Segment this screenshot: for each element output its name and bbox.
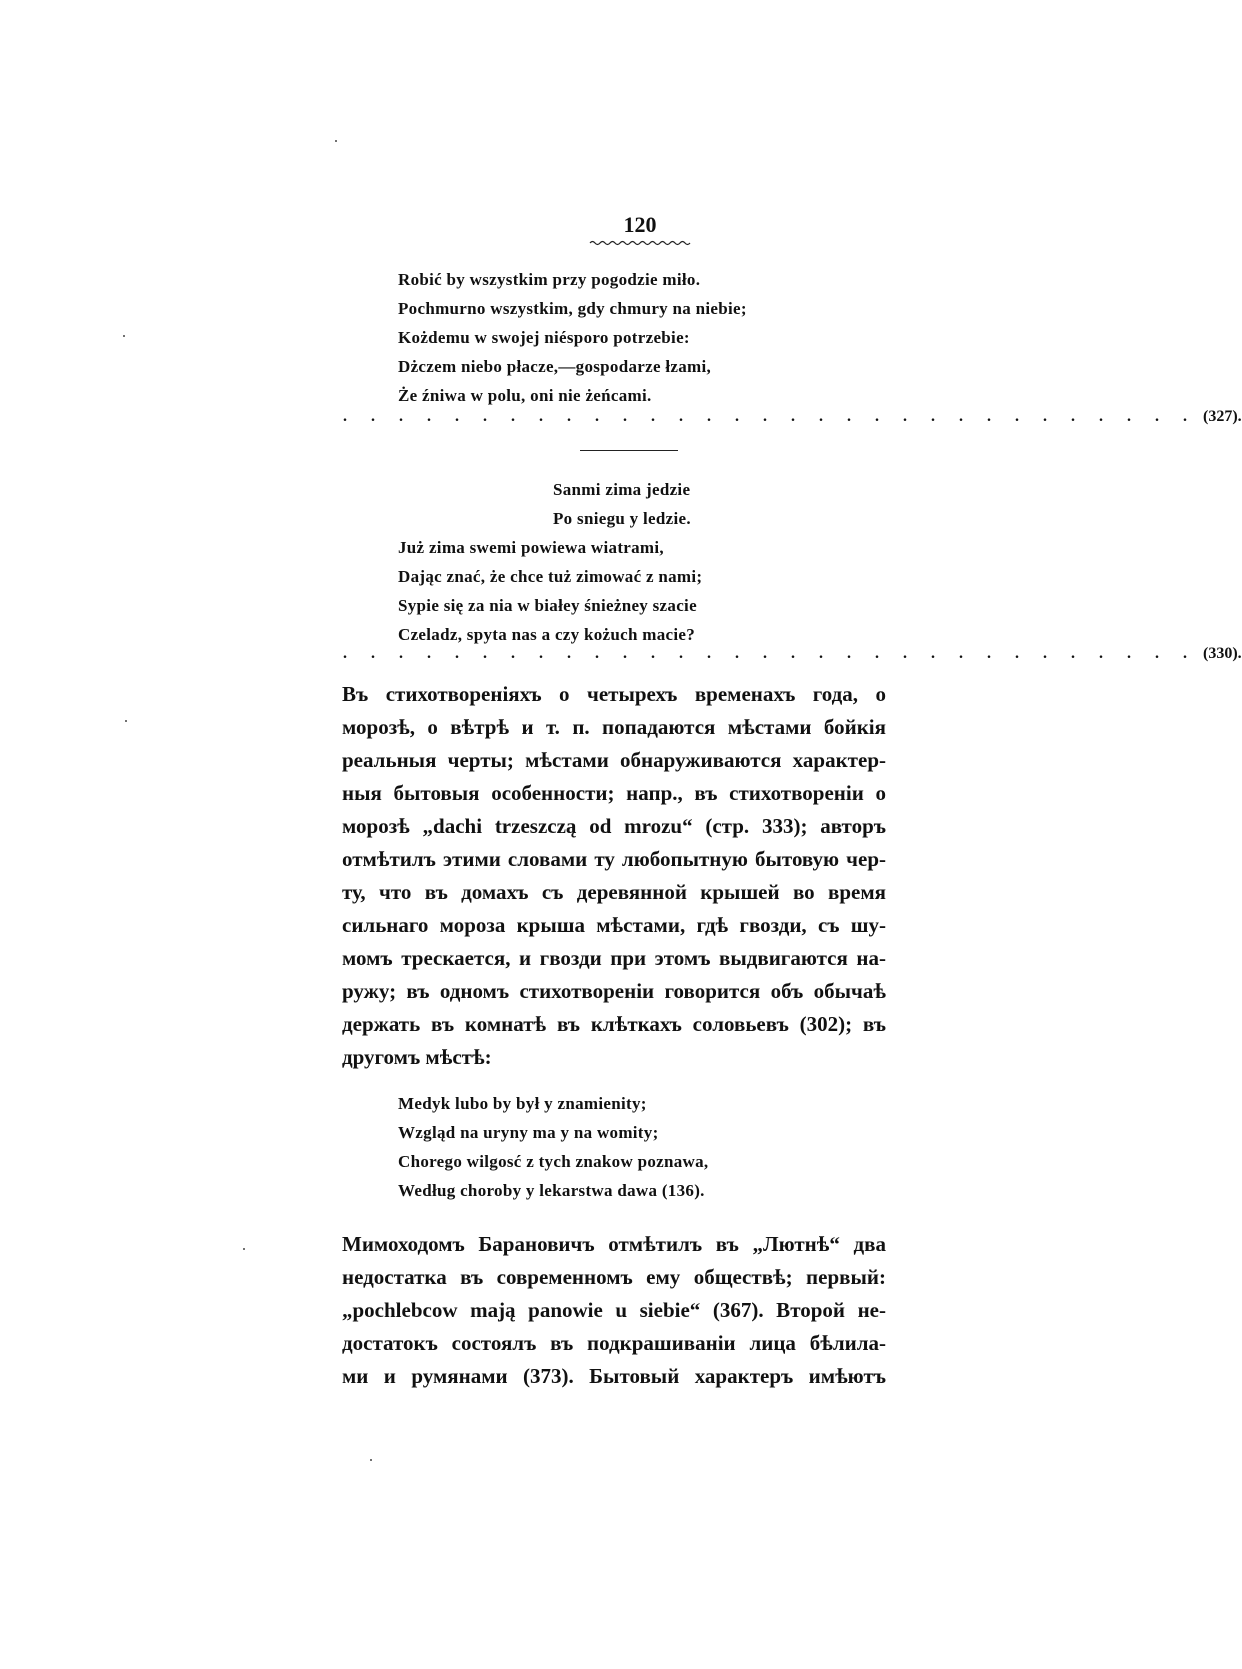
scan-speck — [123, 335, 125, 337]
prose-line: момъ трескается, и гвозди при этомъ выдвигаются на- — [342, 946, 886, 970]
dotted-leader: . . . . . . . . . . . . . . . . . . . . . . . . . . . . . . . — [343, 408, 1197, 425]
verse-line: Chorego wilgosć z tych znakow poznawa, — [398, 1152, 709, 1171]
verse-line: Wzgląd na uryny ma y na womity; — [398, 1123, 659, 1142]
prose-line: достатокъ состоялъ въ подкрашиваніи лица бѣлила- — [342, 1331, 886, 1355]
dotted-leader-row — [343, 645, 1242, 663]
prose-line: ту, что въ домахъ съ деревянной крышей во время — [342, 880, 886, 904]
verse-line: Dając znać, że chce tuż zimować z nami; — [398, 567, 703, 586]
prose-line: морозѣ „dachi trzeszczą od mrozu“ (стр. 333); авторъ — [342, 814, 886, 838]
prose-line: другомъ мѣстѣ: — [342, 1045, 492, 1069]
prose-line: недостатка въ современномъ ему обществѣ; первый: — [342, 1265, 886, 1289]
verse-line: Kożdemu w swojej niésporo potrzebie: — [398, 328, 690, 347]
prose-line: ныя бытовыя особенности; напр., въ стихотвореніи о — [342, 781, 886, 805]
scan-speck — [125, 720, 127, 722]
scan-speck — [370, 1459, 372, 1461]
verse-line: Pochmurno wszystkim, gdy chmury na niebie; — [398, 299, 747, 318]
verse-line: Robić by wszystkim przy pogodzie miło. — [398, 270, 701, 289]
page-number: 120 — [623, 212, 657, 237]
citation-reference: (330). — [1203, 645, 1242, 662]
prose-line: реальныя черты; мѣстами обнаруживаются характер- — [342, 748, 886, 772]
dotted-leader-row — [343, 408, 1242, 426]
verse-line: Że źniwa w polu, oni nie żeńcami. — [398, 386, 652, 405]
prose-line: держать въ комнатѣ въ клѣткахъ соловьевъ (302); въ — [342, 1012, 886, 1036]
page-number-wavy-rule — [590, 240, 690, 246]
citation-reference: (327). — [1203, 408, 1242, 425]
prose-line: Мимоходомъ Барановичъ отмѣтилъ въ „Лютнѣ“ два — [342, 1232, 886, 1256]
verse-line: Sypie się za nia w białey śnieżney szacie — [398, 596, 697, 615]
scan-speck — [335, 140, 337, 142]
dotted-leader: . . . . . . . . . . . . . . . . . . . . . . . . . . . . . . . — [343, 645, 1197, 662]
verse-line: Medyk lubo by był y znamienity; — [398, 1094, 647, 1113]
prose-line: сильнаго мороза крыша мѣстами, гдѣ гвозди, съ шу- — [342, 913, 886, 937]
verse-line: Już zima swemi powiewa wiatrami, — [398, 538, 664, 557]
prose-line: отмѣтилъ этими словами ту любопытную бытовую чер- — [342, 847, 886, 871]
section-separator — [580, 450, 678, 451]
scan-speck — [243, 1248, 245, 1250]
prose-line: Въ стихотвореніяхъ о четырехъ временахъ года, о — [342, 682, 886, 706]
prose-line: морозѣ, о вѣтрѣ и т. п. попадаются мѣстами бойкія — [342, 715, 886, 739]
verse-line: Według choroby y lekarstwa dawa (136). — [398, 1181, 705, 1200]
verse-line: Sanmi zima jedzie — [553, 480, 691, 499]
prose-line: ружу; въ одномъ стихотвореніи говорится объ обычаѣ — [342, 979, 886, 1003]
verse-line: Dżczem niebo płacze,—gospodarze łzami, — [398, 357, 712, 376]
prose-line: ми и румянами (373). Бытовый характеръ имѣютъ — [342, 1364, 886, 1388]
prose-line: „pochlebcow mają panowie u siebie“ (367). Второй не- — [342, 1298, 886, 1322]
verse-line: Czeladz, spyta nas a czy kożuch macie? — [398, 625, 696, 644]
verse-line: Po sniegu y ledzie. — [553, 509, 691, 528]
